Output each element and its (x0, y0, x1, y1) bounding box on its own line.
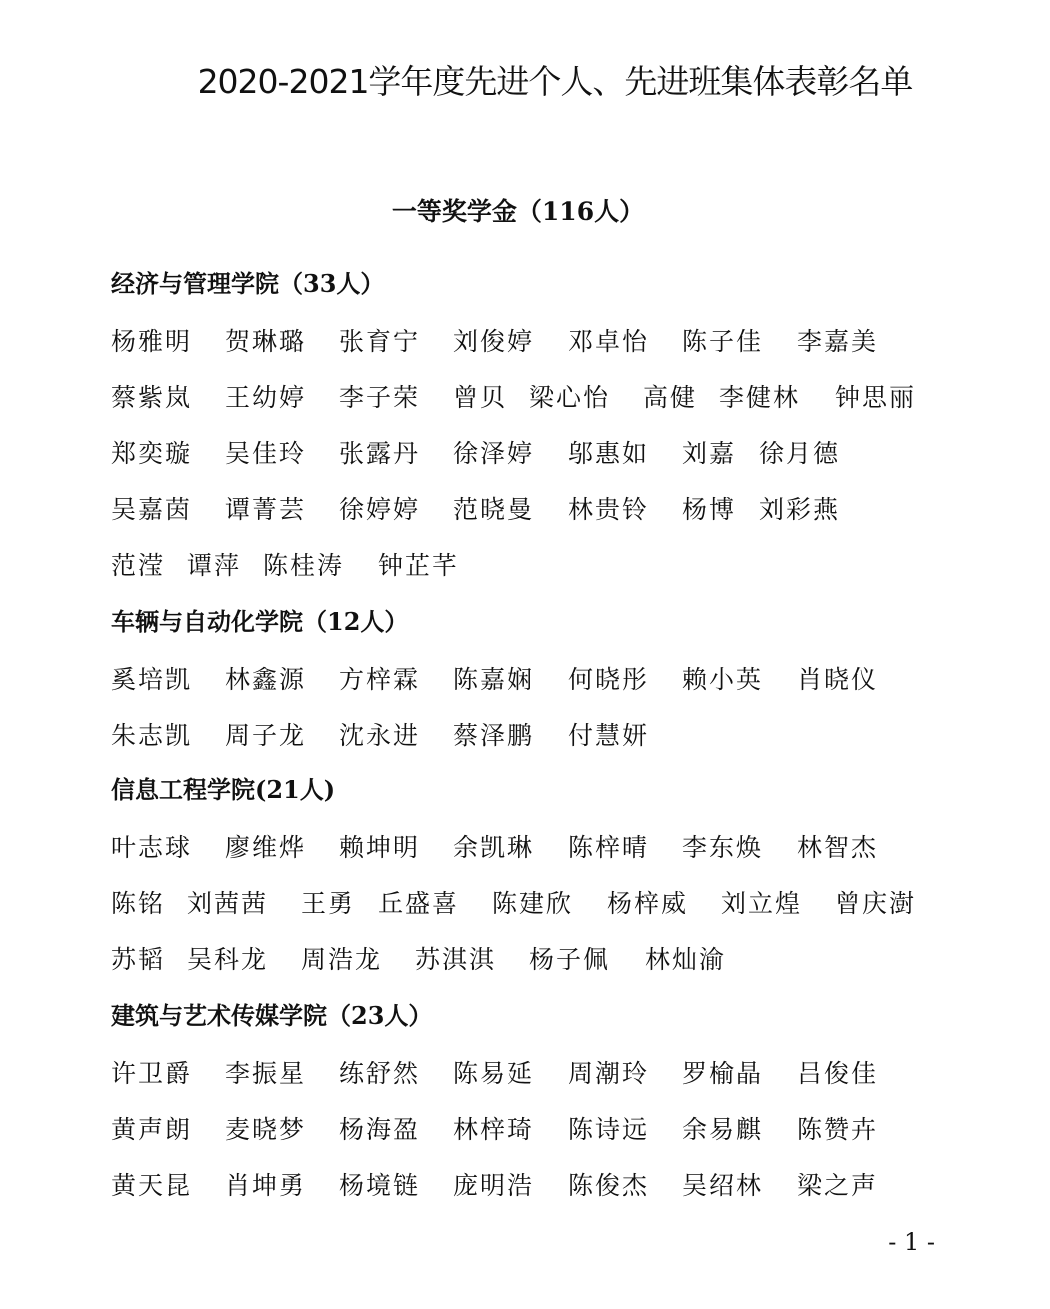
student-name: 方梓霖 (339, 665, 421, 694)
student-name: 周子龙 (225, 721, 307, 750)
student-name: 贺琳璐 (225, 327, 307, 356)
student-name: 陈铭 (111, 889, 166, 918)
student-name: 陈诗远 (568, 1115, 650, 1144)
student-name: 杨博 (682, 495, 737, 524)
student-name: 叶志球 (111, 833, 193, 862)
college-heading: 车辆与自动化学院（12人） (111, 607, 409, 636)
student-name: 苏淇淇 (415, 945, 497, 974)
college-heading: 经济与管理学院（33人） (111, 269, 385, 298)
page-number: - 1 - (888, 1228, 935, 1256)
student-name: 范晓曼 (453, 495, 535, 524)
student-name: 徐泽婷 (453, 439, 535, 468)
document-title: 2020-2021学年度先进个人、先进班集体表彰名单 (197, 62, 913, 101)
student-name: 麦晓梦 (225, 1115, 307, 1144)
student-name: 李子荣 (339, 383, 421, 412)
student-name: 林灿渝 (645, 945, 727, 974)
student-name: 张育宁 (339, 327, 421, 356)
student-name: 刘立煌 (721, 889, 803, 918)
student-name: 范滢 (111, 551, 166, 580)
student-name: 吕俊佳 (797, 1059, 879, 1088)
student-name: 吴绍林 (682, 1171, 764, 1200)
student-name: 曾贝 (453, 383, 508, 412)
student-name: 钟思丽 (835, 383, 917, 412)
student-name: 蔡紫岚 (111, 383, 193, 412)
student-name: 杨梓威 (607, 889, 689, 918)
student-name: 黄天昆 (111, 1171, 193, 1200)
student-name: 谭菁芸 (225, 495, 307, 524)
student-name: 廖维烨 (225, 833, 307, 862)
student-name: 练舒然 (339, 1059, 421, 1088)
student-name: 李健林 (719, 383, 801, 412)
student-name: 罗榆晶 (682, 1059, 764, 1088)
student-name: 林鑫源 (225, 665, 307, 694)
student-name: 吴嘉茵 (111, 495, 193, 524)
student-name: 曾庆澍 (835, 889, 917, 918)
student-name: 杨子佩 (529, 945, 611, 974)
student-name: 肖晓仪 (797, 665, 879, 694)
student-name: 陈梓晴 (568, 833, 650, 862)
student-name: 徐婷婷 (339, 495, 421, 524)
student-name: 杨海盈 (339, 1115, 421, 1144)
student-name: 梁心怡 (529, 383, 611, 412)
student-name: 周浩龙 (301, 945, 383, 974)
student-name: 陈嘉娴 (453, 665, 535, 694)
student-name: 杨境链 (339, 1171, 421, 1200)
student-name: 杨雅明 (111, 327, 193, 356)
student-name: 陈赞卉 (797, 1115, 879, 1144)
student-name: 陈俊杰 (568, 1171, 650, 1200)
student-name: 王勇 (301, 889, 356, 918)
student-name: 刘茜茜 (187, 889, 269, 918)
student-name: 许卫爵 (111, 1059, 193, 1088)
student-name: 高健 (643, 383, 698, 412)
student-name: 邬惠如 (568, 439, 650, 468)
student-name: 赖小英 (682, 665, 764, 694)
student-name: 陈易延 (453, 1059, 535, 1088)
student-name: 丘盛喜 (378, 889, 460, 918)
student-name: 李东焕 (682, 833, 764, 862)
student-name: 吴科龙 (187, 945, 269, 974)
student-name: 付慧妍 (568, 721, 650, 750)
student-name: 谭萍 (187, 551, 242, 580)
student-name: 林贵铃 (568, 495, 650, 524)
student-name: 刘俊婷 (453, 327, 535, 356)
student-name: 余易麒 (682, 1115, 764, 1144)
student-name: 陈子佳 (682, 327, 764, 356)
student-name: 沈永进 (339, 721, 421, 750)
student-name: 王幼婷 (225, 383, 307, 412)
student-name: 刘嘉 (682, 439, 737, 468)
student-name: 李振星 (225, 1059, 307, 1088)
student-name: 李嘉美 (797, 327, 879, 356)
student-name: 刘彩燕 (759, 495, 841, 524)
student-name: 林智杰 (797, 833, 879, 862)
student-name: 钟芷芊 (378, 551, 460, 580)
student-name: 周潮玲 (568, 1059, 650, 1088)
student-name: 蔡泽鹏 (453, 721, 535, 750)
student-name: 朱志凯 (111, 721, 193, 750)
student-name: 赖坤明 (339, 833, 421, 862)
student-name: 陈桂涛 (263, 551, 345, 580)
student-name: 何晓彤 (568, 665, 650, 694)
student-name: 吴佳玲 (225, 439, 307, 468)
student-name: 黄声朗 (111, 1115, 193, 1144)
student-name: 余凯琳 (453, 833, 535, 862)
student-name: 徐月德 (759, 439, 841, 468)
student-name: 陈建欣 (492, 889, 574, 918)
student-name: 张露丹 (339, 439, 421, 468)
student-name: 奚培凯 (111, 665, 193, 694)
student-name: 庞明浩 (453, 1171, 535, 1200)
student-name: 梁之声 (797, 1171, 879, 1200)
student-name: 苏韬 (111, 945, 166, 974)
student-name: 林梓琦 (453, 1115, 535, 1144)
student-name: 郑奕璇 (111, 439, 193, 468)
student-name: 肖坤勇 (225, 1171, 307, 1200)
college-heading: 信息工程学院(21人) (111, 775, 336, 804)
college-heading: 建筑与艺术传媒学院（23人） (111, 1001, 433, 1030)
student-name: 邓卓怡 (568, 327, 650, 356)
award-heading: 一等奖学金（116人） (391, 197, 645, 226)
